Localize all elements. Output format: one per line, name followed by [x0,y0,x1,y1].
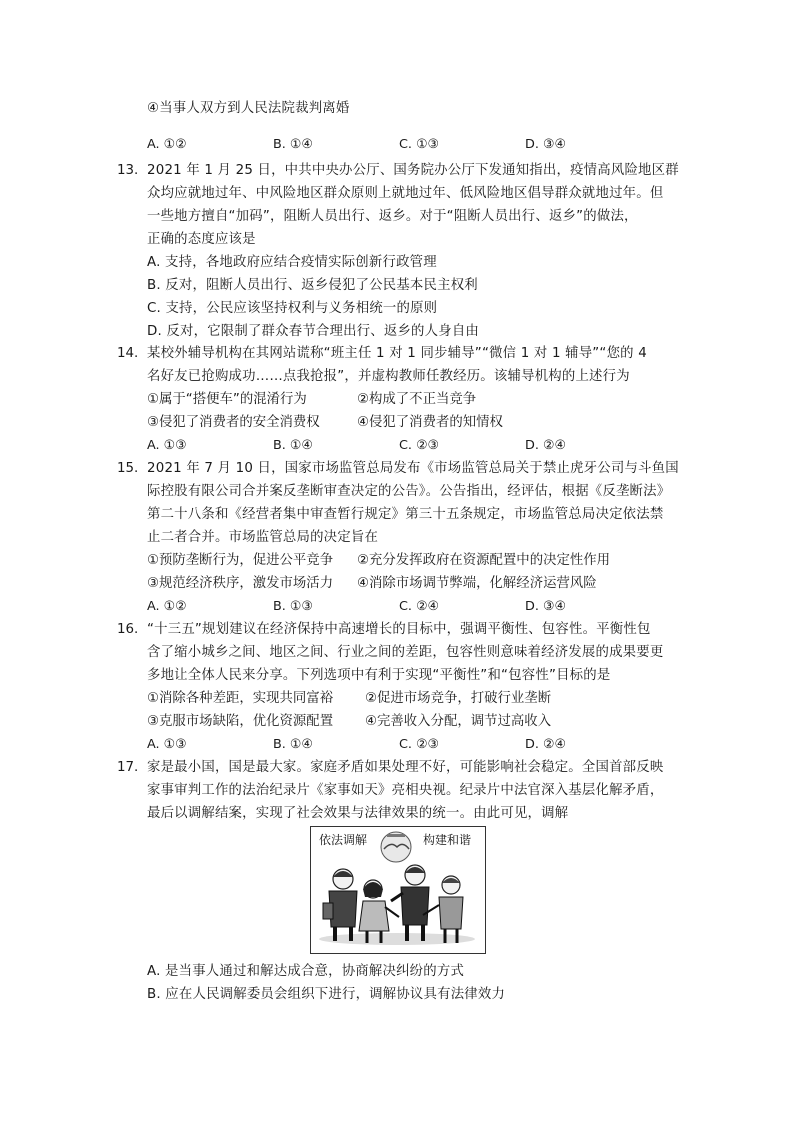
q13-option-a: A. 支持，各地政府应结合疫情实际创新行政管理 [147,255,437,270]
q15-option-b: B. ①③ [273,599,313,614]
q15-stem-line: 际控股有限公司合并案反垄断审查决定的公告》。公告指出，经评估，根据《反垄断法》 [147,484,671,499]
figure-title-left: 依法调解 [319,833,368,847]
q12-option-a: A. ①② [147,137,187,152]
figure-title-right: 构建和谐 [423,833,472,847]
q17-cartoon-figure [310,826,486,954]
q15-item-1: ①预防垄断行为，促进公平竞争 [147,553,334,568]
person-right [423,876,463,943]
q14-stem-line: 名好友已抢购成功……点我抢报”，并虚构教师任教经历。该辅导机构的上述行为 [147,369,630,384]
q14-item-4: ④侵犯了消费者的知情权 [357,415,503,430]
q13-stem-line: 众均应就地过年、中风险地区群众原则上就地过年、低风险地区倡导群众就地过年。但 [147,186,664,201]
q16-item-3: ③克服市场缺陷，优化资源配置 [147,714,334,729]
person-center [391,865,429,941]
q16-options [147,734,667,756]
q13-stem-line: 一些地方擅自“加码”，阻断人员出行、返乡。对于“阻断人员出行、返乡”的做法， [147,209,638,224]
q16-item-2: ②促进市场竞争，打破行业垄断 [365,691,552,706]
q16-item-1: ①消除各种差距，实现共同富裕 [147,691,334,706]
q17-number: 17. [117,760,139,775]
q14-option-d: D. ②④ [525,438,566,453]
q15-number: 15. [117,461,139,476]
q14-item-3: ③侵犯了消费者的安全消费权 [147,415,320,430]
q12-option-c: C. ①③ [399,137,440,152]
q15-options [147,596,667,618]
q15-item-3: ③规范经济秩序，激发市场活力 [147,576,334,591]
q16-option-d: D. ②④ [525,737,566,752]
q15-stem-line: 2021 年 7 月 10 日，国家市场监管总局发布《市场监管总局关于禁止虎牙公司与斗鱼国 [147,461,679,476]
q15-option-a: A. ①② [147,599,187,614]
q15-option-c: C. ②④ [399,599,440,614]
q14-item-2: ②构成了不正当竞争 [357,392,477,407]
q14-options [147,435,667,457]
q15-stem-line: 第二十八条和《经营者集中审查暂行规定》第三十五条规定，市场监管总局决定依法禁 [147,507,664,522]
q14-stem-line: 某校外辅导机构在其网站谎称“班主任 1 对 1 同步辅导”“微信 1 对 1 辅导”“您的 4 [147,346,647,361]
q16-number: 16. [117,622,139,637]
q15-option-d: D. ③④ [525,599,566,614]
q13-stem-line: 2021 年 1 月 25 日，中共中央办公厅、国务院办公厅下发通知指出，疫情高风险地区群 [147,163,679,178]
q15-stem-line: 止二者合并。市场监管总局的决定旨在 [147,530,379,545]
q17-stem-line: 家事审判工作的法治纪录片《家事如天》亮相央视。纪录片中法官深入基层化解矛盾， [147,783,664,798]
q16-items-row [147,711,552,733]
q14-option-c: C. ②③ [399,438,440,453]
q15-items-row [147,573,597,595]
q17-option-a: A. 是当事人通过和解达成合意，协商解决纠纷的方式 [147,964,465,979]
q13-number: 13. [117,163,139,178]
q17-stem-line: 最后以调解结案，实现了社会效果与法律效果的统一。由此可见，调解 [147,806,569,821]
q17-stem-line: 家是最小国，国是最大家。家庭矛盾如果处理不好，可能影响社会稳定。全国首部反映 [147,760,664,775]
q12-options [147,134,667,156]
q14-option-b: B. ①④ [273,438,313,453]
q16-stem-line: “十三五”规划建议在经济保持中高速增长的目标中，强调平衡性、包容性。平衡性包 [147,622,651,637]
q13-stem-line: 正确的态度应该是 [147,232,256,247]
q15-items-row [147,550,611,572]
q13-option-b: B. 反对，阻断人员出行、返乡侵犯了公民基本民主权利 [147,278,478,293]
q12-option-d: D. ③④ [525,137,566,152]
q15-item-2: ②充分发挥政府在资源配置中的决定性作用 [357,553,611,568]
q16-stem-line: 含了缩小城乡之间、地区之间、行业之间的差距，包容性则意味着经济发展的成果要更 [147,645,664,660]
q14-items-row [147,412,503,434]
q16-option-b: B. ①④ [273,737,313,752]
q14-item-1: ①属于“搭便车”的混淆行为 [147,392,307,407]
q17-option-b: B. 应在人民调解委员会组织下进行，调解协议具有法律效力 [147,987,506,1002]
handshake-emblem-icon [381,832,411,862]
q13-option-c: C. 支持，公民应该坚持权利与义务相统一的原则 [147,301,438,316]
q16-items-row [147,688,552,710]
q14-items-row [147,389,477,411]
q14-option-a: A. ①③ [147,438,187,453]
q15-item-4: ④消除市场调节弊端，化解经济运营风险 [357,576,597,591]
q12-item-4: ④当事人双方到人民法院裁判离婚 [147,101,350,116]
q16-stem-line: 多地让全体人民来分享。下列选项中有利于实现“平衡性”和“包容性”目标的是 [147,668,611,683]
q14-number: 14. [117,346,139,361]
q16-item-4: ④完善收入分配，调节过高收入 [365,714,552,729]
q13-option-d: D. 反对，它限制了群众春节合理出行、返乡的人身自由 [147,324,480,339]
q16-option-c: C. ②③ [399,737,440,752]
q16-option-a: A. ①③ [147,737,187,752]
person-left [323,869,357,941]
q12-option-b: B. ①④ [273,137,313,152]
